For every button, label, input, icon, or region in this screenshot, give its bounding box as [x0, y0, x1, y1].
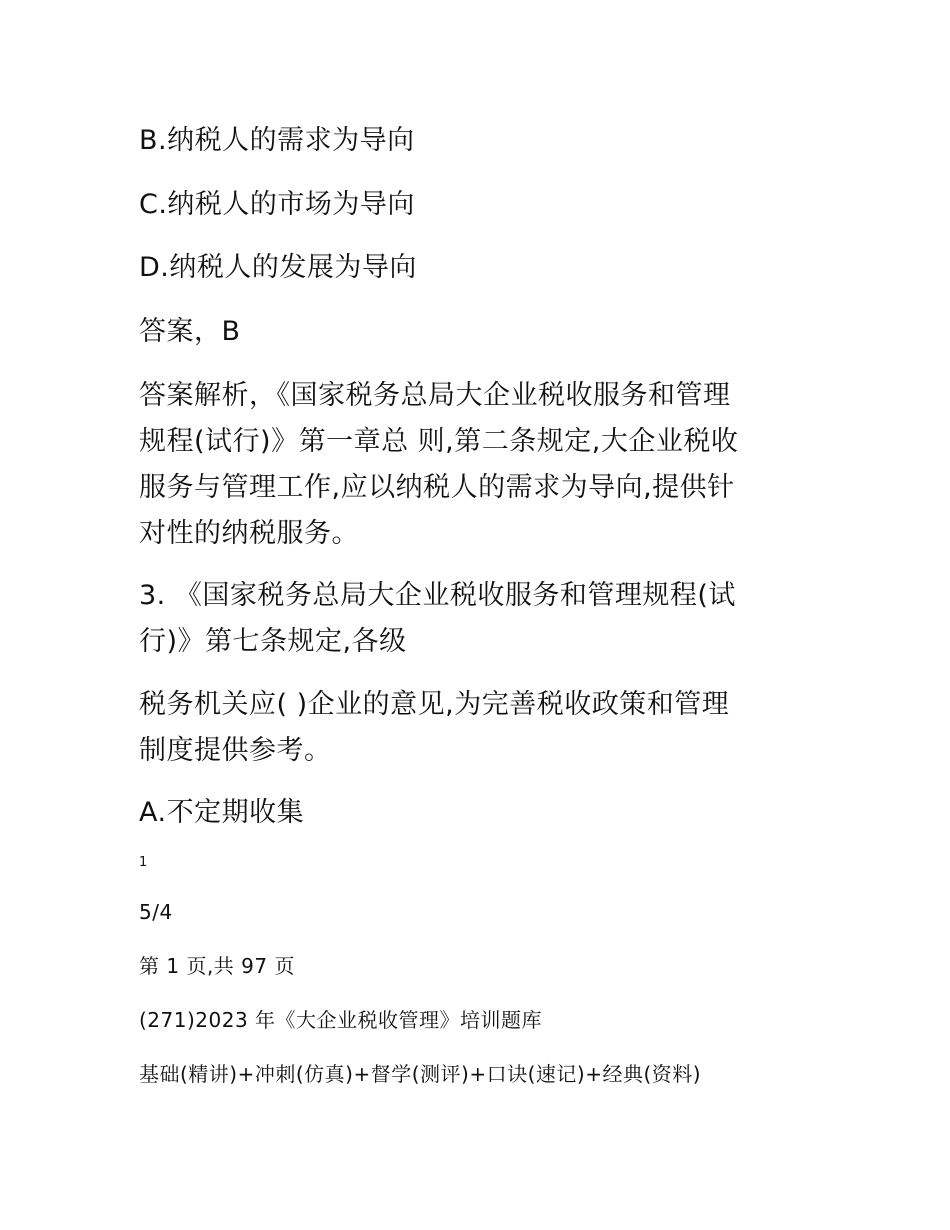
question-line: 行)》第七条规定,各级: [139, 626, 407, 657]
option-d: D.纳税人的发展为导向: [139, 252, 417, 283]
page-count: 第 1 页,共 97 页: [139, 954, 295, 978]
document-title: (271)2023 年《大企业税收管理》培训题库: [139, 1008, 543, 1032]
analysis-line: 服务与管理工作,应以纳税人的需求为导向,提供针: [139, 472, 735, 503]
page-fraction: 5/4: [139, 900, 173, 924]
document-subtitle: 基础(精讲)+冲刺(仿真)+督学(测评)+口诀(速记)+经典(资料): [139, 1062, 702, 1086]
footnote-mark: 1: [139, 855, 148, 870]
analysis-line: 对性的纳税服务。: [139, 518, 359, 549]
question-3: [139, 573, 809, 665]
analysis-line: 答案解析，《国家税务总局大企业税收服务和管理: [139, 380, 731, 411]
question-line: 制度提供参考。: [139, 735, 332, 766]
answer-line: 答案，B: [139, 316, 241, 347]
option-b: B.纳税人的需求为导向: [139, 125, 415, 156]
answer-analysis: [139, 373, 809, 557]
question-3-continued: [139, 682, 809, 774]
question-line: 3. 《国家税务总局大企业税收服务和管理规程(试: [139, 580, 736, 611]
option-c: C.纳税人的市场为导向: [139, 189, 415, 220]
option-a: A.不定期收集: [139, 797, 305, 828]
question-line: 税务机关应( )企业的意见,为完善税收政策和管理: [139, 689, 730, 720]
analysis-line: 规程(试行)》第一章总 则,第二条规定,大企业税收: [139, 426, 739, 457]
